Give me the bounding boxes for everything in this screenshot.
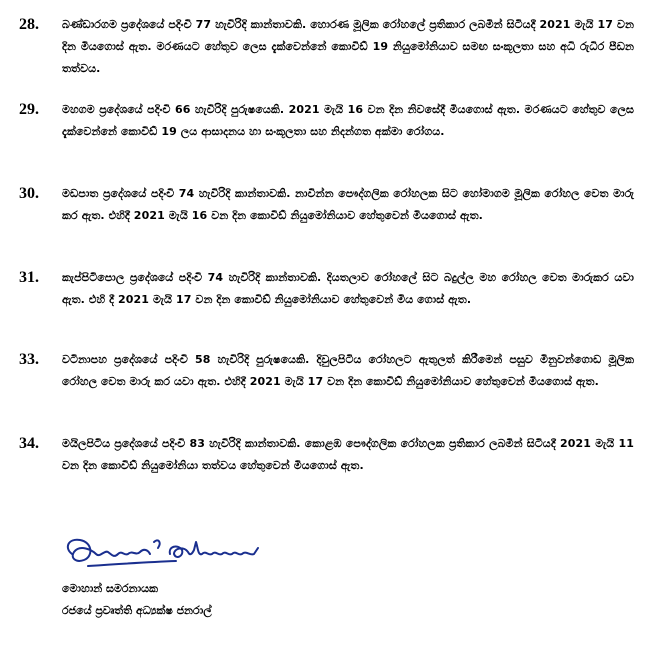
item-text: මයිලපිටිය ප්‍රදේශයේ පදිංචි 83 හැවිරිදි කාන්තාවකි. කොළඹ පෞද්ගලික රෝහලක ප්‍රතිකාර ලබමින් සිටියදී 2021 මැයි 11 වන දින කොවිඩ් නියුමෝනියා තත්වය හේතුවෙන් මියගොස් ඇත. bbox=[62, 437, 634, 472]
item-number: 29. bbox=[19, 101, 39, 118]
item-text: මඩපාත ප්‍රදේශයේ පදිංචි 74 හැවිරිදි කාන්තාවකි. නාවින්න පෞද්ගලික රෝහලක සිට හෝමාගම මූලික රෝහල වෙත මාරු කර ඇත. එහිදී 2021 මැයි 16 වන දින කොවිඩ් නියුමෝනියාව හේතුවෙන් මියගොස් ඇත. bbox=[62, 187, 634, 222]
item-number: 30. bbox=[19, 185, 39, 202]
handwritten-signature bbox=[58, 528, 268, 574]
signatory-name: මොහාන් සමරනායක bbox=[62, 582, 158, 595]
item-text: කැප්පිටිපොල ප්‍රදේශයේ පදිංචි 74 හැවිරිදි කාන්තාවකි. දියතලාව රෝහලේ සිට බදුල්ල මහ රෝහල වෙත මාරුකර යවා ඇත. එහි දී 2021 මැයි 17 වන දින කොවිඩ් නියුමෝනියාව හේතුවෙන් මිය ගොස් ඇත. bbox=[62, 271, 634, 306]
signatory-block bbox=[62, 578, 212, 622]
item-number: 33. bbox=[19, 351, 39, 368]
signatory-title: රජයේ ප්‍රවෘත්ති අධ්‍යක්ෂ ජනරාල් bbox=[62, 604, 212, 617]
item-number: 28. bbox=[19, 16, 39, 33]
item-text: වටිනාපහ ප්‍රදේශයේ පදිංචි 58 හැවිරිදි පුරුෂයෙකි. දිවුලපිටිය රෝහලට ඇතුලත් කිරීමෙන් පසුව මිනුවන්ගොඩ මූලික රෝහල වෙත මාරු කර යවා ඇත. එහිදී 2021 මැයි 17 වන දින කොවිඩ් නියුමෝනියාව හේතුවෙන් මියගොස් ඇත. bbox=[62, 353, 634, 388]
item-text: මහගම ප්‍රදේශයේ පදිංචි 66 හැවිරිදි පුරුෂයෙකි. 2021 මැයි 16 වන දින නිවසේදී මියගොස් ඇත. මරණයට හේතුව ලෙස දැක්වෙන්නේ කොවිඩ් 19 ලය ආසාදනය හා සංකූලතා සහ නිදන්ගත අක්මා රෝගය. bbox=[62, 103, 634, 138]
item-text: බණ්ඩාරගම ප්‍රදේශයේ පදිංචි 77 හැවිරිදි කාන්තාවකි. හොරණ මූලික රෝහලේ ප්‍රතිකාර ලබමින් සිටියදී 2021 මැයි 17 වන දින මියගොස් ඇත. මරණයට හේතුව ලෙස දැක්වෙන්නේ කොවිඩ් 19 නියුමෝනියාව සමඟ සංකූලතා සහ අධි රුධිර පීඩන තත්වය. bbox=[62, 18, 634, 75]
signature-ink bbox=[68, 540, 258, 566]
item-number: 31. bbox=[19, 269, 39, 286]
item-number: 34. bbox=[19, 435, 39, 452]
